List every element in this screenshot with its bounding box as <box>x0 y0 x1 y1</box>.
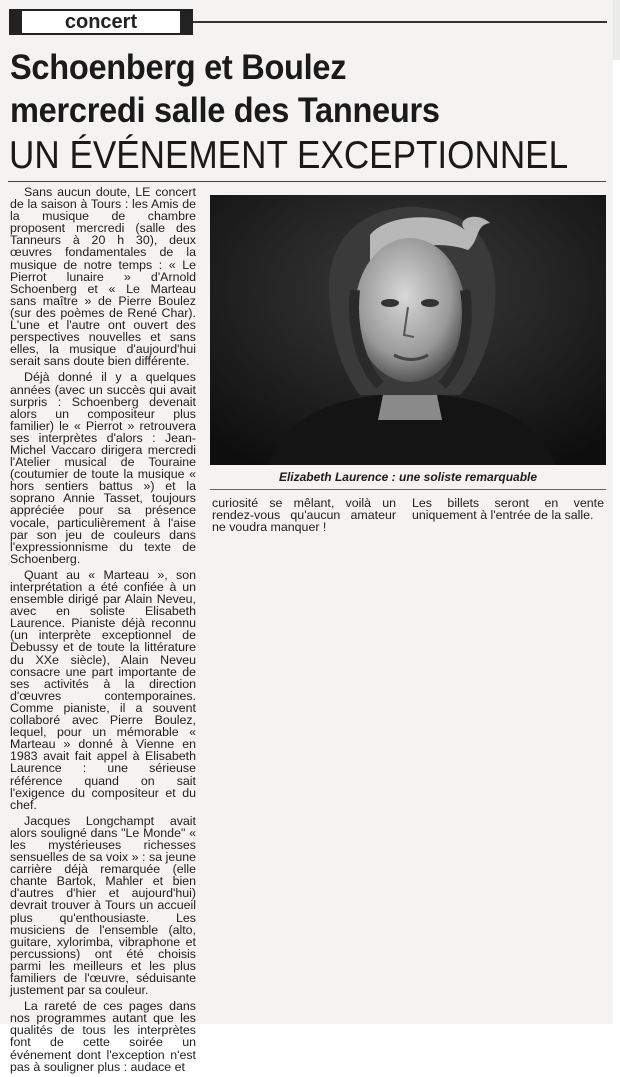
caption-rule <box>210 489 606 490</box>
background-edge <box>613 0 620 60</box>
section-rubric <box>9 9 193 35</box>
photo-caption: Elizabeth Laurence : une soliste remarquable <box>278 470 538 484</box>
headline <box>10 46 568 132</box>
paragraph: Déjà donné il y a quelques années (avec un succès qui avait surpris : Schoenberg devenait alors un compositeur plus familier) le « Pierrot » retrouvera ses interprètes d'alors : Jean-Michel Vaccaro dirigera mercredi l'Atelier musical de Touraine (coutumier de toute la musique « hors sentiers battus ») et la soprano Annie Tasset, toujours appréciée pour sa présence vocale, particulièrement à l'aise par son jeu de couleurs dans l'expressionnisme du texte de Schoenberg. <box>10 370 196 566</box>
paragraph: Jacques Longchampt avait alors souligné dans "Le Monde" « les mystérieuses richesses sensuelles de sa voix » : sa jeune carrière déjà remarquée (elle chante Bartok, Mahler et bien d'autres d'hier et aujourd'hui) devrait trouver à Tours un accueil plus qu'enthousiaste. Les musiciens de l'ensemble (alto, guitare, xylorimba, vibraphone et percussions) ont été choisis parmi les meilleurs et les plus familiers de l'œuvre, séduisante justement par sa couleur. <box>10 813 196 998</box>
paragraph: Quant au « Marteau », son interprétation a été confiée à un ensemble dirigé par Alain Neveu, avec en soliste Elisabeth Laurence. Pianiste déjà reconnu (un interprète exceptionnel de Debussy et de toute la littérature du XXe siècle), Alain Neveu consacre une part importante de ses activités à la direction d'œuvres contemporaines. Comme pianiste, il a souvent collaboré avec Pierre Boulez, lequel, pour un mémorable « Marteau » donné à Vienne en 1983 avait fait appel à Elisabeth Laurence : une sérieuse référence quand on sait l'exigence du compositeur et du chef. <box>10 567 196 812</box>
article-column-3 <box>412 497 604 525</box>
paragraph: La rareté de ces pages dans nos programmes autant que les qualités de tous les interprètes font de cette soirée un événement dont l'exception n'est pas à souligner plus : audace et <box>10 999 196 1074</box>
subheadline: UN ÉVÉNEMENT EXCEPTIONNEL <box>9 134 569 177</box>
rubric-rule <box>193 21 607 23</box>
article-column-2 <box>212 497 396 537</box>
headline-line-1: Schoenberg et Boulez <box>10 48 347 87</box>
headline-line-2: mercredi salle des Tanneurs <box>10 91 440 130</box>
article-column-1 <box>10 186 196 1077</box>
portrait-illustration <box>210 195 606 465</box>
rubric-bar-right <box>180 11 191 33</box>
portrait-photo <box>210 195 606 465</box>
headline-rule <box>8 181 606 182</box>
paragraph: Les billets seront en vente uniquement à l'entrée de la salle. <box>412 496 604 523</box>
paragraph: curiosité se mêlant, voilà un rendez-vous qu'aucun amateur ne voudra manquer ! <box>212 496 396 535</box>
rubric-label: concert <box>64 11 138 33</box>
paragraph: Sans aucun doute, LE concert de la saison à Tours : les Amis de la musique de chambre proposent mercredi (salle des Tanneurs à 20 h 30), deux œuvres fondamentales de la musique de notre temps : « Le Pierrot lunaire » d'Arnold Schoenberg et « Le Marteau sans maître » de Pierre Boulez (sur des poèmes de René Char). L'une et l'autre ont ouvert des perspectives nouvelles et sans elles, la musique d'aujourd'hui serait sans doute bien différente. <box>10 185 196 369</box>
